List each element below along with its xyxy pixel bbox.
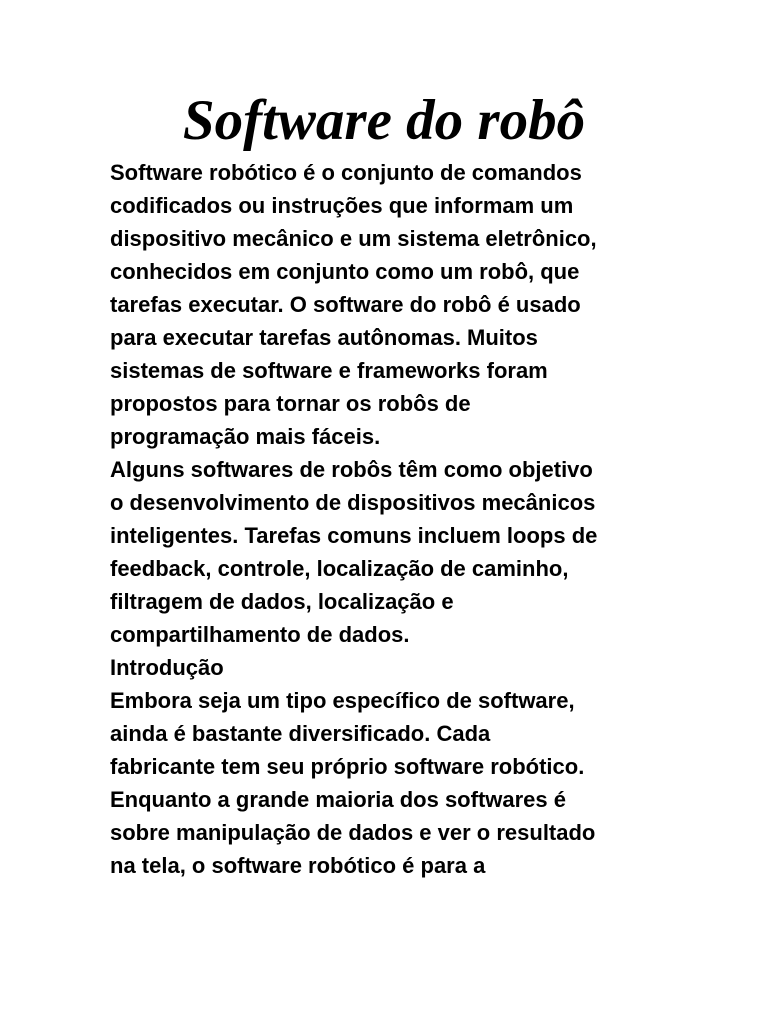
paragraph-line: Software robótico é o conjunto de comandos (110, 160, 582, 185)
paragraph-line: tarefas executar. O software do robô é usado (110, 292, 581, 317)
paragraph-1 (110, 156, 670, 453)
paragraph-line: codificados ou instruções que informam um (110, 193, 574, 218)
paragraph-3 (110, 684, 670, 882)
paragraph-line: sobre manipulação de dados e ver o resultado (110, 820, 596, 845)
paragraph-line: sistemas de software e frameworks foram (110, 358, 548, 383)
paragraph-line: Enquanto a grande maioria dos softwares é (110, 787, 566, 812)
paragraph-line: fabricante tem seu próprio software robótico. (110, 754, 585, 779)
paragraph-line: na tela, o software robótico é para a (110, 853, 486, 878)
document-title: Software do robô (182, 89, 586, 152)
paragraph-2 (110, 453, 670, 651)
paragraph-line: propostos para tornar os robôs de (110, 391, 471, 416)
paragraph-line: dispositivo mecânico e um sistema eletrônico, (110, 226, 597, 251)
paragraph-line: conhecidos em conjunto como um robô, que (110, 259, 580, 284)
paragraph-line: filtragem de dados, localização e (110, 589, 454, 614)
paragraph-line: ainda é bastante diversificado. Cada (110, 721, 491, 746)
paragraph-line: o desenvolvimento de dispositivos mecânicos (110, 490, 596, 515)
paragraph-line: Embora seja um tipo específico de software, (110, 688, 575, 713)
paragraph-line: inteligentes. Tarefas comuns incluem loops de (110, 523, 598, 548)
section-heading: Introdução (110, 655, 224, 680)
paragraph-line: Alguns softwares de robôs têm como objetivo (110, 457, 593, 482)
paragraph-line: feedback, controle, localização de caminho, (110, 556, 569, 581)
paragraph-line: programação mais fáceis. (110, 424, 381, 449)
document-body (110, 156, 670, 882)
paragraph-line: compartilhamento de dados. (110, 622, 410, 647)
paragraph-line: para executar tarefas autônomas. Muitos (110, 325, 538, 350)
